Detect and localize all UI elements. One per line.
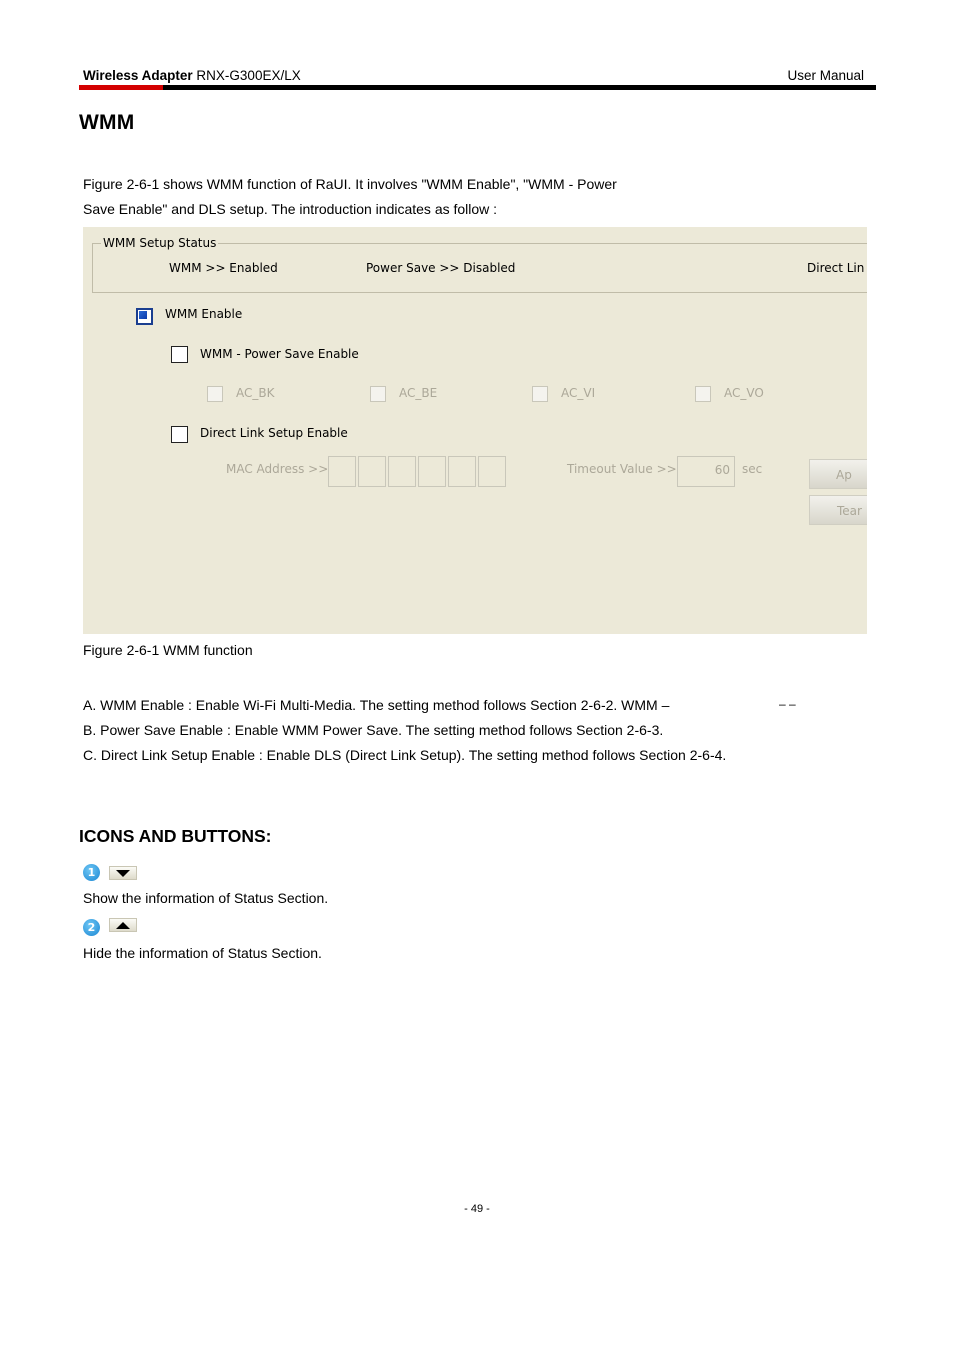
mac-address-field-3[interactable] (388, 456, 416, 487)
wmm-enable-checkbox[interactable] (136, 308, 153, 325)
timeout-input[interactable]: 60 (677, 456, 735, 487)
item-a: A. WMM Enable : Enable Wi-Fi Multi-Media. The setting method follows Section 2-6-2. WMM – (83, 697, 670, 713)
item-c: C. Direct Link Setup Enable : Enable DLS (Direct Link Setup). The setting method follows Section 2-6-4. (83, 747, 727, 763)
section-title: WMM (79, 111, 135, 134)
item-a-trailing: – – (779, 697, 796, 711)
number-badge-2: 2 (83, 919, 100, 936)
ac-vo-label: AC_VO (724, 386, 764, 400)
dls-enable-checkbox[interactable] (171, 426, 188, 443)
header-rule-accent (79, 85, 163, 90)
header-rule (79, 85, 876, 90)
arrow-down-icon[interactable] (109, 866, 137, 880)
arrow-up-glyph (116, 922, 130, 929)
icon-1-description: Show the information of Status Section. (83, 890, 329, 906)
ac-bk-checkbox[interactable] (207, 386, 223, 402)
icons-section-title: ICONS AND BUTTONS: (79, 826, 272, 846)
figure-caption: Figure 2-6-1 WMM function (83, 642, 253, 658)
timeout-label: Timeout Value >> (567, 462, 677, 476)
header-product-model: RNX-G300EX/LX (192, 68, 301, 83)
wmm-enable-label: WMM Enable (165, 307, 243, 321)
mac-address-label: MAC Address >> (226, 462, 329, 476)
ac-be-checkbox[interactable] (370, 386, 386, 402)
number-badge-1: 1 (83, 864, 100, 881)
timeout-unit: sec (742, 462, 763, 476)
teardown-button[interactable]: Tear (809, 495, 867, 525)
power-save-enable-label: WMM - Power Save Enable (200, 347, 359, 361)
icon-2-description: Hide the information of Status Section. (83, 945, 322, 961)
mac-address-field-6[interactable] (478, 456, 506, 487)
power-save-enable-checkbox[interactable] (171, 346, 188, 363)
mac-address-field-1[interactable] (328, 456, 356, 487)
arrow-up-icon[interactable] (109, 918, 137, 932)
wmm-screenshot (83, 227, 867, 634)
mac-address-field-2[interactable] (358, 456, 386, 487)
wmm-status: WMM >> Enabled (169, 261, 278, 275)
intro-line-2: Save Enable" and DLS setup. The introduction indicates as follow : (83, 201, 498, 217)
mac-address-field-5[interactable] (448, 456, 476, 487)
arrow-down-glyph (116, 870, 130, 877)
item-b: B. Power Save Enable : Enable WMM Power Save. The setting method follows Section 2-6-3. (83, 722, 664, 738)
intro-line-1: Figure 2-6-1 shows WMM function of RaUI. It involves "WMM Enable", "WMM - Power (83, 176, 617, 192)
ac-be-label: AC_BE (399, 386, 438, 400)
direct-link-status: Direct Lin (807, 261, 865, 275)
ac-vo-checkbox[interactable] (695, 386, 711, 402)
header-product (83, 68, 301, 83)
power-save-status: Power Save >> Disabled (366, 261, 516, 275)
ac-vi-label: AC_VI (561, 386, 596, 400)
header-manual: User Manual (787, 68, 864, 83)
header-product-bold: Wireless Adapter (83, 68, 193, 83)
dls-enable-label: Direct Link Setup Enable (200, 426, 348, 440)
ac-vi-checkbox[interactable] (532, 386, 548, 402)
page-number: - 49 - (464, 1203, 490, 1215)
mac-address-field-4[interactable] (418, 456, 446, 487)
apply-button[interactable]: Ap (809, 459, 867, 489)
ac-bk-label: AC_BK (236, 386, 275, 400)
wmm-setup-status-title: WMM Setup Status (103, 236, 217, 250)
